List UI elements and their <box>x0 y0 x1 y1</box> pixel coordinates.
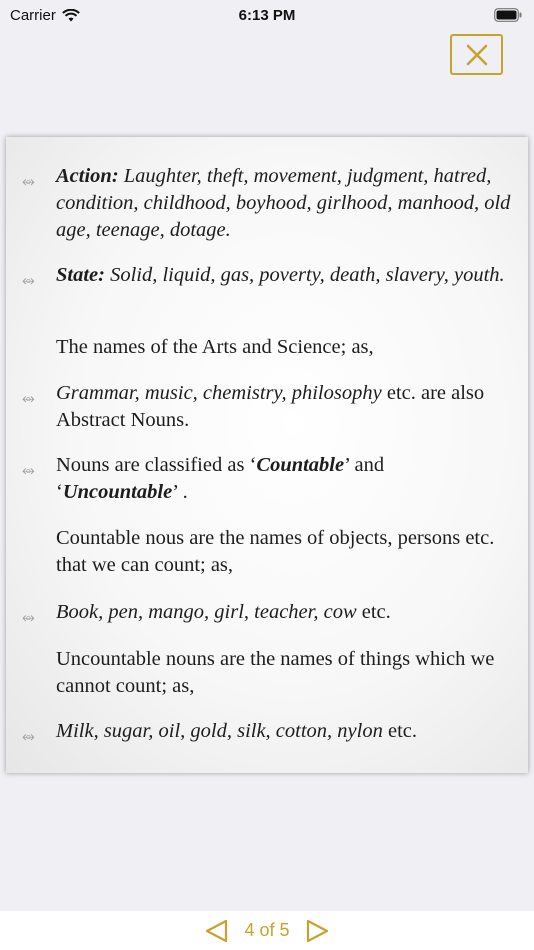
link-ornament-icon: ⥈ <box>22 726 35 745</box>
link-ornament-icon: ⥈ <box>22 171 35 190</box>
content-card <box>6 137 528 773</box>
classified-text-e: . <box>182 481 188 503</box>
action-text: Laughter, theft, movement, judgment, hatred, condition, childhood, boyhood, girlhood, manhood, old age, teenage, dotage. <box>56 165 511 241</box>
arts-text: The names of the Arts and Science; as, <box>56 336 374 358</box>
abstract-italic: Grammar, music, chemistry, philosophy <box>56 382 382 404</box>
action-label: Action: <box>56 165 119 187</box>
triangle-left-icon <box>204 918 230 944</box>
countable-term: Countable <box>256 454 345 476</box>
link-ornament-icon: ⥈ <box>22 460 35 479</box>
countable-examples-italic: Book, pen, mango, girl, teacher, cow <box>56 601 357 623</box>
uncountable-examples-italic: Milk, sugar, oil, gold, silk, cotton, nylon <box>56 720 383 742</box>
countable-text: Countable nous are the names of objects, persons etc. that we can count; as, <box>56 527 495 576</box>
paragraph-uncountable <box>56 646 518 700</box>
countable-examples-text: etc. <box>361 601 391 623</box>
triangle-right-icon <box>304 918 330 944</box>
link-ornament-icon: ⥈ <box>22 270 35 289</box>
uncountable-text: Uncountable nouns are the names of things which we cannot count; as, <box>56 648 495 697</box>
close-button[interactable] <box>450 34 503 75</box>
paragraph-abstract <box>22 380 518 434</box>
paragraph-countable <box>56 525 518 579</box>
carrier-info <box>10 7 80 24</box>
battery-icon <box>494 8 522 22</box>
close-icon <box>465 43 489 67</box>
status-time: 6:13 PM <box>238 6 296 24</box>
paragraph-arts <box>56 334 518 361</box>
next-page-button[interactable] <box>302 916 332 946</box>
paragraph-action <box>22 163 518 244</box>
paragraph-classified: ⥈ Nouns are classified as ‘Countable’ and ‘Uncountable’ . <box>22 454 385 503</box>
classified-text-c: and <box>354 454 385 476</box>
previous-page-button[interactable] <box>202 916 232 946</box>
paragraph-uncountable-examples <box>22 718 518 745</box>
uncountable-examples-text: etc. <box>387 720 417 742</box>
status-bar <box>0 0 534 30</box>
paragraph-state <box>22 262 518 289</box>
state-label: State: <box>56 264 105 286</box>
paragraph-countable-examples <box>22 599 518 626</box>
page-navigation-bar <box>0 911 534 950</box>
uncountable-term: Uncountable <box>62 481 173 503</box>
state-text: Solid, liquid, gas, poverty, death, slavery, youth. <box>110 264 505 286</box>
link-ornament-icon: ⥈ <box>22 388 35 407</box>
carrier-label: Carrier <box>10 6 56 24</box>
link-ornament-icon: ⥈ <box>22 607 35 626</box>
page-indicator: 4 of 5 <box>244 920 290 940</box>
classified-text-a: Nouns are classified as <box>56 454 245 476</box>
wifi-icon <box>62 9 80 22</box>
abstract-text: etc. are also Abstract Nouns. <box>56 382 485 431</box>
